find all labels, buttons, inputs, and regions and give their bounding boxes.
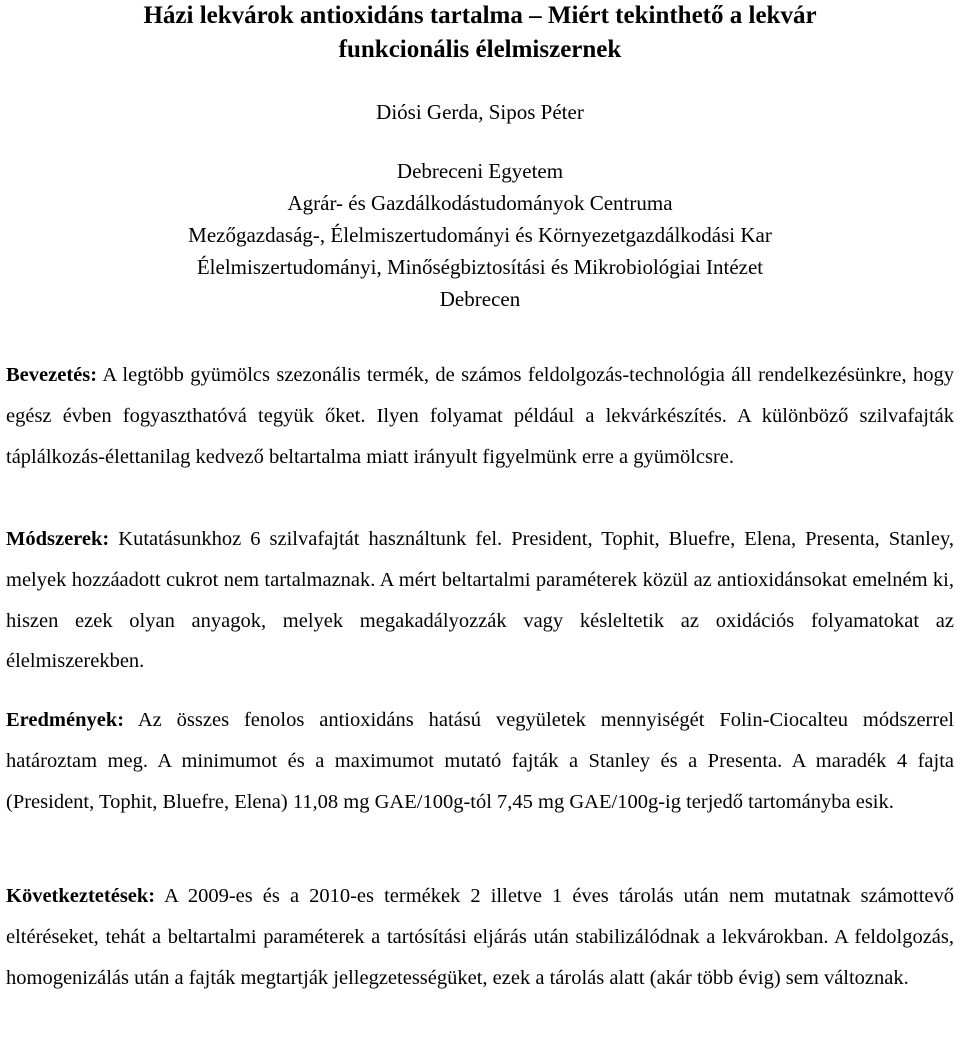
section-heading-conclusions: Következtetések: bbox=[6, 885, 156, 907]
affiliation-institute: Élelmiszertudományi, Minőségbiztosítási és Mikrobiológiai Intézet bbox=[196, 255, 764, 279]
authors: Diósi Gerda, Sipos Péter bbox=[376, 100, 584, 124]
affiliation-centre: Agrár- és Gazdálkodástudományok Centruma bbox=[287, 191, 673, 215]
section-text-conclusions: A 2009-es és a 2010-es termékek 2 illetve 1 éves tárolás után nem mutatnak számottevő eltéréseket, tehát a beltartalmi paraméterek a tartósítási eljárás után stabilizálódnak a lekvárokban. A feldolgozás, homogenizálás után a fajták megtartják jellegzetességüket, ezek a tárolás alatt (akár több évig) sem változnak. bbox=[6, 885, 954, 989]
section-heading-results: Eredmények: bbox=[6, 709, 125, 731]
section-text-introduction: A legtöbb gyümölcs szezonális termék, de számos feldolgozás-technológia áll rendelkezésünkre, hogy egész évben fogyaszthatóvá tegyük őket. Ilyen folyamat például a lekvárkészítés. A különböző szilvafajták táplálkozás-élettanilag kedvező beltartalma miatt irányult figyelmünk erre a gyümölcsre. bbox=[6, 364, 954, 468]
section-methods bbox=[6, 519, 954, 682]
affiliation-university: Debreceni Egyetem bbox=[396, 159, 564, 183]
section-results bbox=[6, 700, 954, 822]
section-introduction bbox=[6, 355, 954, 477]
section-heading-introduction: Bevezetés: bbox=[6, 364, 98, 386]
section-text-methods: Kutatásunkhoz 6 szilvafajtát használtunk fel. President, Tophit, Bluefre, Elena, Presenta, Stanley, melyek hozzáadott cukrot nem tartalmaznak. A mért beltartalmi paraméterek közül az antioxidánsokat emelném ki, hiszen ezek olyan anyagok, melyek megakadályozzák vagy késleltetik az oxidációs folyamatokat az élelmiszerekben. bbox=[6, 528, 954, 673]
document-title-line-1: Házi lekvárok antioxidáns tartalma – Miért tekinthető a lekvár bbox=[143, 2, 817, 29]
document-title-line-2: funkcionális élelmiszernek bbox=[338, 36, 622, 63]
affiliation-faculty: Mezőgazdaság-, Élelmiszertudományi és Környezetgazdálkodási Kar bbox=[188, 223, 772, 247]
section-heading-methods: Módszerek: bbox=[6, 528, 110, 550]
section-conclusions bbox=[6, 876, 954, 998]
section-text-results: Az összes fenolos antioxidáns hatású vegyületek mennyiségét Folin-Ciocalteu módszerrel határoztam meg. A minimumot és a maximumot mutató fajták a Stanley és a Presenta. A maradék 4 fajta (President, Tophit, Bluefre, Elena) 11,08 mg GAE/100g-tól 7,45 mg GAE/100g-ig terjedő tartományba esik. bbox=[6, 709, 954, 813]
affiliation-city: Debrecen bbox=[439, 287, 521, 311]
